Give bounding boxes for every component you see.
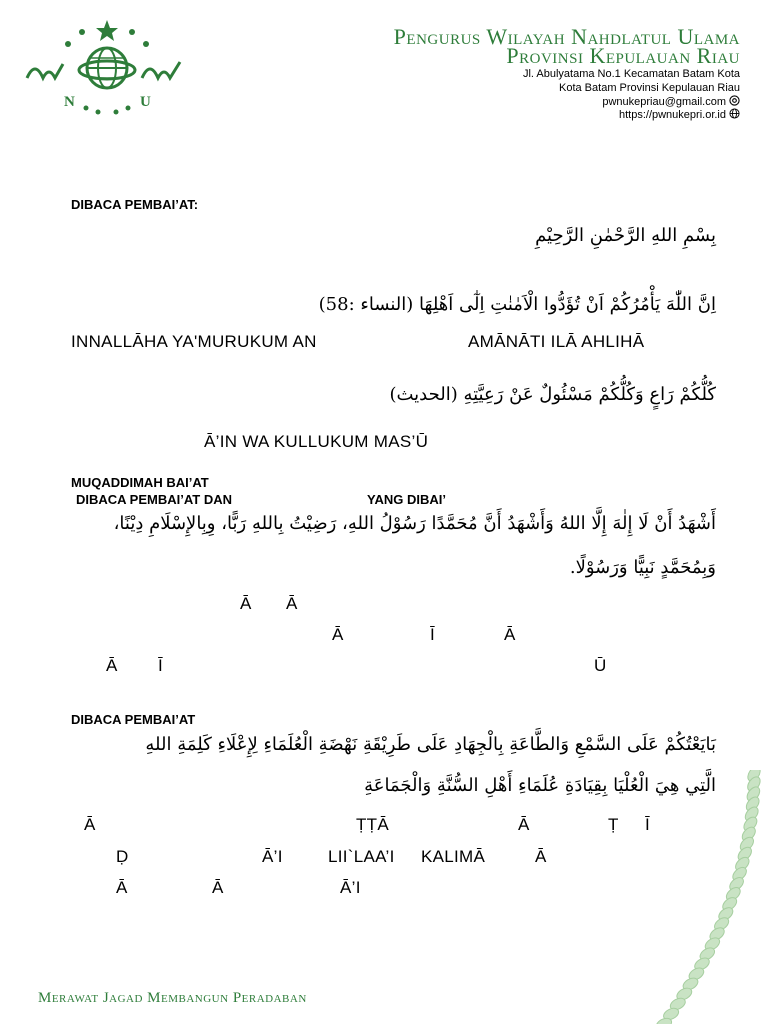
- latin-fragment: LII`LAA’I: [328, 847, 395, 866]
- address-line2: Kota Batam Provinsi Kepulauan Riau: [559, 82, 740, 94]
- section1-label: DIBACA PEMBAI’AT:: [71, 197, 199, 212]
- latin-fragment: Ū: [594, 656, 607, 675]
- section2-sublabel-a: DIBACA PEMBAI’AT DAN: [76, 492, 232, 507]
- basmalah-arabic: بِسْمِ اللهِ الرَّحْمٰنِ الرَّحِيْمِ: [535, 225, 716, 246]
- syahadat-arabic-line2: وَبِمُحَمَّدٍ نَبِيًّا وَرَسُوْلًا.: [569, 557, 716, 578]
- logo-letter-n: N: [64, 94, 75, 110]
- latin-fragment: Ā: [286, 594, 298, 613]
- hadith-arabic: كُلُّكُمْ رَاعٍ وَكُلُّكُمْ مَسْئُولٌ عَنْ رَعِيَّتِهِ (الحديث): [389, 384, 716, 405]
- latin-fragment: Ā: [504, 625, 516, 644]
- baiat-arabic-line2: الَّتِي هِيَ الْعُلْيَا بِقِيَادَةِ عُلَمَاءِ أَهْلِ السُّنَّةِ وَالْجَمَاعَةِ: [364, 775, 716, 796]
- latin-fragment: Ā: [212, 878, 224, 897]
- email-text[interactable]: pwnukepriau@gmail.com: [602, 96, 726, 108]
- latin-fragment: Ā: [116, 878, 128, 897]
- footer-motto: Merawat Jagad Membangun Peradaban: [38, 990, 307, 1006]
- star-icon: [96, 20, 118, 41]
- globe-icon: [729, 108, 740, 119]
- latin-fragment: Ā: [332, 625, 344, 644]
- latin-fragment: Ā: [84, 815, 96, 834]
- latin-fragment: Ā: [106, 656, 118, 675]
- section3-label: DIBACA PEMBAI’AT: [71, 712, 196, 727]
- website-text[interactable]: https://pwnukepri.or.id: [618, 109, 726, 121]
- latin-fragment: Ī: [158, 656, 164, 675]
- website-line: [619, 108, 740, 122]
- latin-fragment: Ā: [240, 594, 252, 613]
- at-icon: [729, 95, 740, 106]
- latin-fragment: Ā: [518, 815, 530, 834]
- baiat-arabic-line1: بَايَعْتُكُمْ عَلَى السَّمْعِ وَالطَّاعَةِ بِالْجِهَادِ عَلَى طَرِيْقَةِ نَهْضَةِ الْعُلَمَاءِ لِإِعْلَاءِ كَلِمَةِ اللهِ: [145, 734, 716, 755]
- email-line: [602, 95, 740, 109]
- address-line1: Jl. Abulyatama No.1 Kecamatan Batam Kota: [522, 68, 740, 80]
- latin-fragment: Ḍ: [116, 847, 129, 866]
- verse-latin-b: AMĀNĀTI ILĀ AHLIHĀ: [468, 332, 645, 351]
- latin-fragment: Ī: [430, 625, 436, 644]
- latin-fragment: ṬṬĀ: [356, 815, 390, 834]
- rope-border-decoration: [638, 770, 768, 1024]
- latin-fragment: Ā’I: [340, 878, 361, 897]
- hadith-latin: Ā’IN WA KULLUKUM MAS’Ū: [204, 432, 429, 451]
- latin-fragment: Ṭ: [608, 815, 619, 834]
- latin-fragment: KALIMĀ: [421, 847, 486, 866]
- section2-label: MUQADDIMAH BAI’AT: [71, 475, 209, 490]
- org-name-line1: Pengurus Wilayah Nahdlatul Ulama: [393, 24, 740, 49]
- verse-latin-a: INNALLĀHA YA'MURUKUM AN: [71, 332, 317, 351]
- verse-arabic: اِنَّ اللّٰهَ يَأْمُرُكُمْ اَنْ تُؤَدُّوا الْاَمٰنٰتِ اِلٰٓى اَهْلِهَا (النساء :58): [318, 294, 716, 315]
- latin-fragment: Ā: [535, 847, 547, 866]
- section2-sublabel-b: YANG DIBAI’: [367, 492, 446, 507]
- latin-fragment: Ī: [645, 815, 651, 834]
- org-name-line2: Provinsi Kepulauan Riau: [506, 43, 740, 68]
- logo-letter-u: U: [140, 94, 151, 110]
- latin-fragment: Ā’I: [262, 847, 283, 866]
- syahadat-arabic-line1: أَشْهَدُ أَنْ لَا إِلٰهَ إِلَّا اللهُ وَأَشْهَدُ أَنَّ مُحَمَّدًا رَسُوْلُ اللهِ، رَضِيْتُ بِاللهِ رَبًّا، وِبِالإِسْلَامِ دِيْنًا،: [113, 513, 716, 534]
- nu-logo: [22, 18, 192, 118]
